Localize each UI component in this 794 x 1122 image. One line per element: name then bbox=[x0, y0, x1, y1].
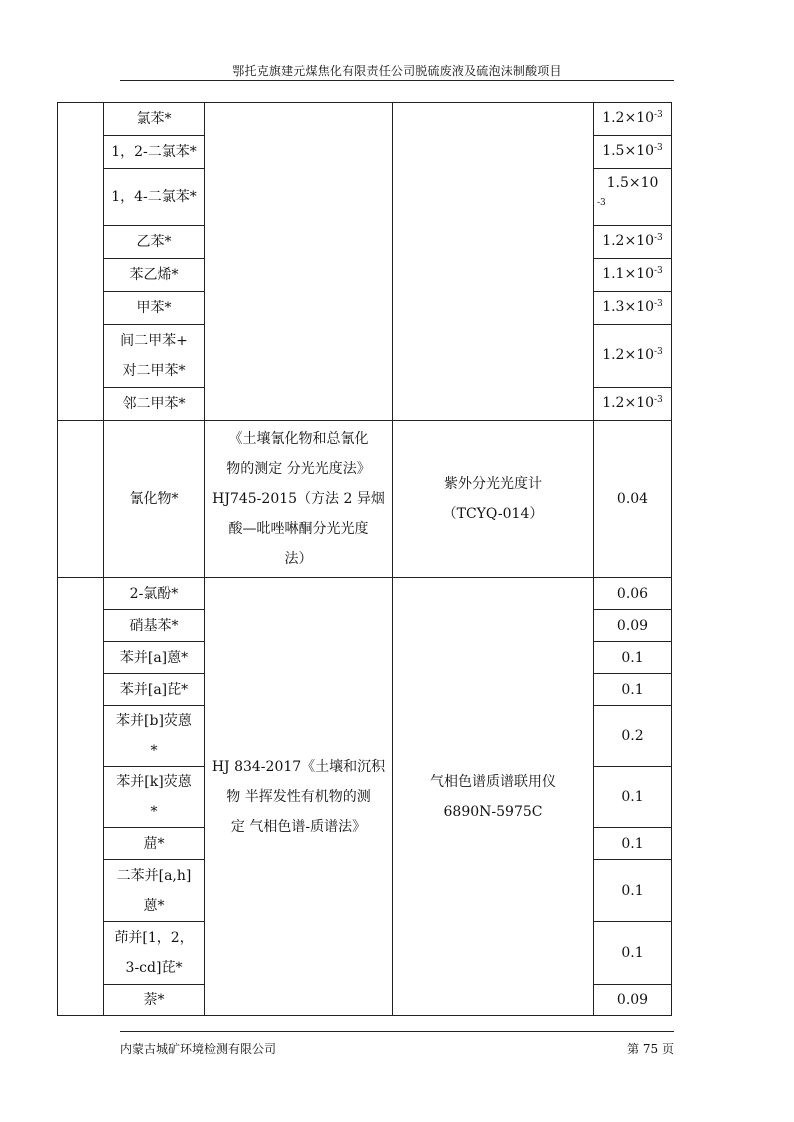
analyte-name: 硝基苯* bbox=[104, 610, 205, 642]
analyte-name: 萘* bbox=[104, 985, 205, 1016]
analyte-name: 二苯并[a,h] 蒽* bbox=[104, 860, 205, 922]
instrument-cell: 气相色谱质谱联用仪 6890N-5975C bbox=[393, 578, 594, 1016]
detection-limit: 0.04 bbox=[594, 421, 672, 578]
header-title: 鄂托克旗建元煤焦化有限责任公司脱硫废液及硫泡沫制酸项目 bbox=[232, 64, 562, 78]
detection-limit: $1.1\times 10^{-3}$ bbox=[594, 259, 672, 292]
detection-limit: $1.5\times 10^{-3}$ bbox=[594, 136, 672, 169]
detection-limit: 0.1 bbox=[594, 674, 672, 706]
footer-company: 内蒙古城矿环境检测有限公司 bbox=[120, 1042, 277, 1056]
analyte-name: 苯并[b]荧蒽 * bbox=[104, 706, 205, 767]
analyte-name: 1，2-二氯苯* bbox=[104, 136, 205, 169]
footer-rule bbox=[120, 1031, 674, 1032]
detection-limit: 0.09 bbox=[594, 985, 672, 1016]
blank-cell bbox=[58, 103, 104, 421]
analyte-name: 苯乙烯* bbox=[104, 259, 205, 292]
table-row bbox=[58, 578, 672, 610]
analyte-name: 氰化物* bbox=[104, 421, 205, 578]
analysis-method-table bbox=[57, 102, 672, 1016]
analyte-name: 氯苯* bbox=[104, 103, 205, 136]
detection-limit: 0.1 bbox=[594, 922, 672, 985]
detection-limit: 0.1 bbox=[594, 767, 672, 828]
blank-cell bbox=[58, 578, 104, 1016]
method-cell bbox=[205, 103, 393, 421]
table-row bbox=[58, 421, 672, 578]
page-number: 第 75 页 bbox=[627, 1042, 674, 1056]
analyte-name: 乙苯* bbox=[104, 226, 205, 259]
detection-limit: $1.3\times 10^{-3}$ bbox=[594, 292, 672, 325]
detection-limit: 1.5×10 -3 bbox=[594, 169, 672, 226]
analyte-name: 茚并[1，2， 3-cd]芘* bbox=[104, 922, 205, 985]
detection-limit: $1.2\times 10^{-3}$ bbox=[594, 388, 672, 421]
analyte-name: 1，4-二氯苯* bbox=[104, 169, 205, 226]
analyte-name: 苯并[a]蒽* bbox=[104, 642, 205, 674]
header-rule bbox=[120, 80, 674, 81]
detection-limit: 0.09 bbox=[594, 610, 672, 642]
detection-limit: 0.1 bbox=[594, 642, 672, 674]
analyte-name: 间二甲苯+ 对二甲苯* bbox=[104, 325, 205, 388]
instrument-cell bbox=[393, 103, 594, 421]
analyte-name: 苯并[a]芘* bbox=[104, 674, 205, 706]
detection-limit: $1.2\times 10^{-3}$ bbox=[594, 103, 672, 136]
detection-limit: $1.2\times 10^{-3}$ bbox=[594, 325, 672, 388]
analyte-name: 2-氯酚* bbox=[104, 578, 205, 610]
analyte-name: 邻二甲苯* bbox=[104, 388, 205, 421]
analyte-name: 甲苯* bbox=[104, 292, 205, 325]
method-cell: 《土壤氰化物和总氰化 物的测定 分光光度法》 HJ745-2015（方法 2 异烟 酸—吡唑啉酮分光光度 法） bbox=[205, 421, 393, 578]
detection-limit: $1.2\times 10^{-3}$ bbox=[594, 226, 672, 259]
method-cell: HJ 834-2017《土壤和沉积 物 半挥发性有机物的测 定 气相色谱-质谱法》 bbox=[205, 578, 393, 1016]
table-row bbox=[58, 103, 672, 136]
analyte-name: 苯并[k]荧蒽 * bbox=[104, 767, 205, 828]
detection-limit: 0.1 bbox=[594, 828, 672, 860]
detection-limit: 0.2 bbox=[594, 706, 672, 767]
instrument-cell: 紫外分光光度计 （TCYQ-014） bbox=[393, 421, 594, 578]
blank-cell bbox=[58, 421, 104, 578]
analyte-name: 䓛* bbox=[104, 828, 205, 860]
detection-limit: 0.06 bbox=[594, 578, 672, 610]
detection-limit: 0.1 bbox=[594, 860, 672, 922]
